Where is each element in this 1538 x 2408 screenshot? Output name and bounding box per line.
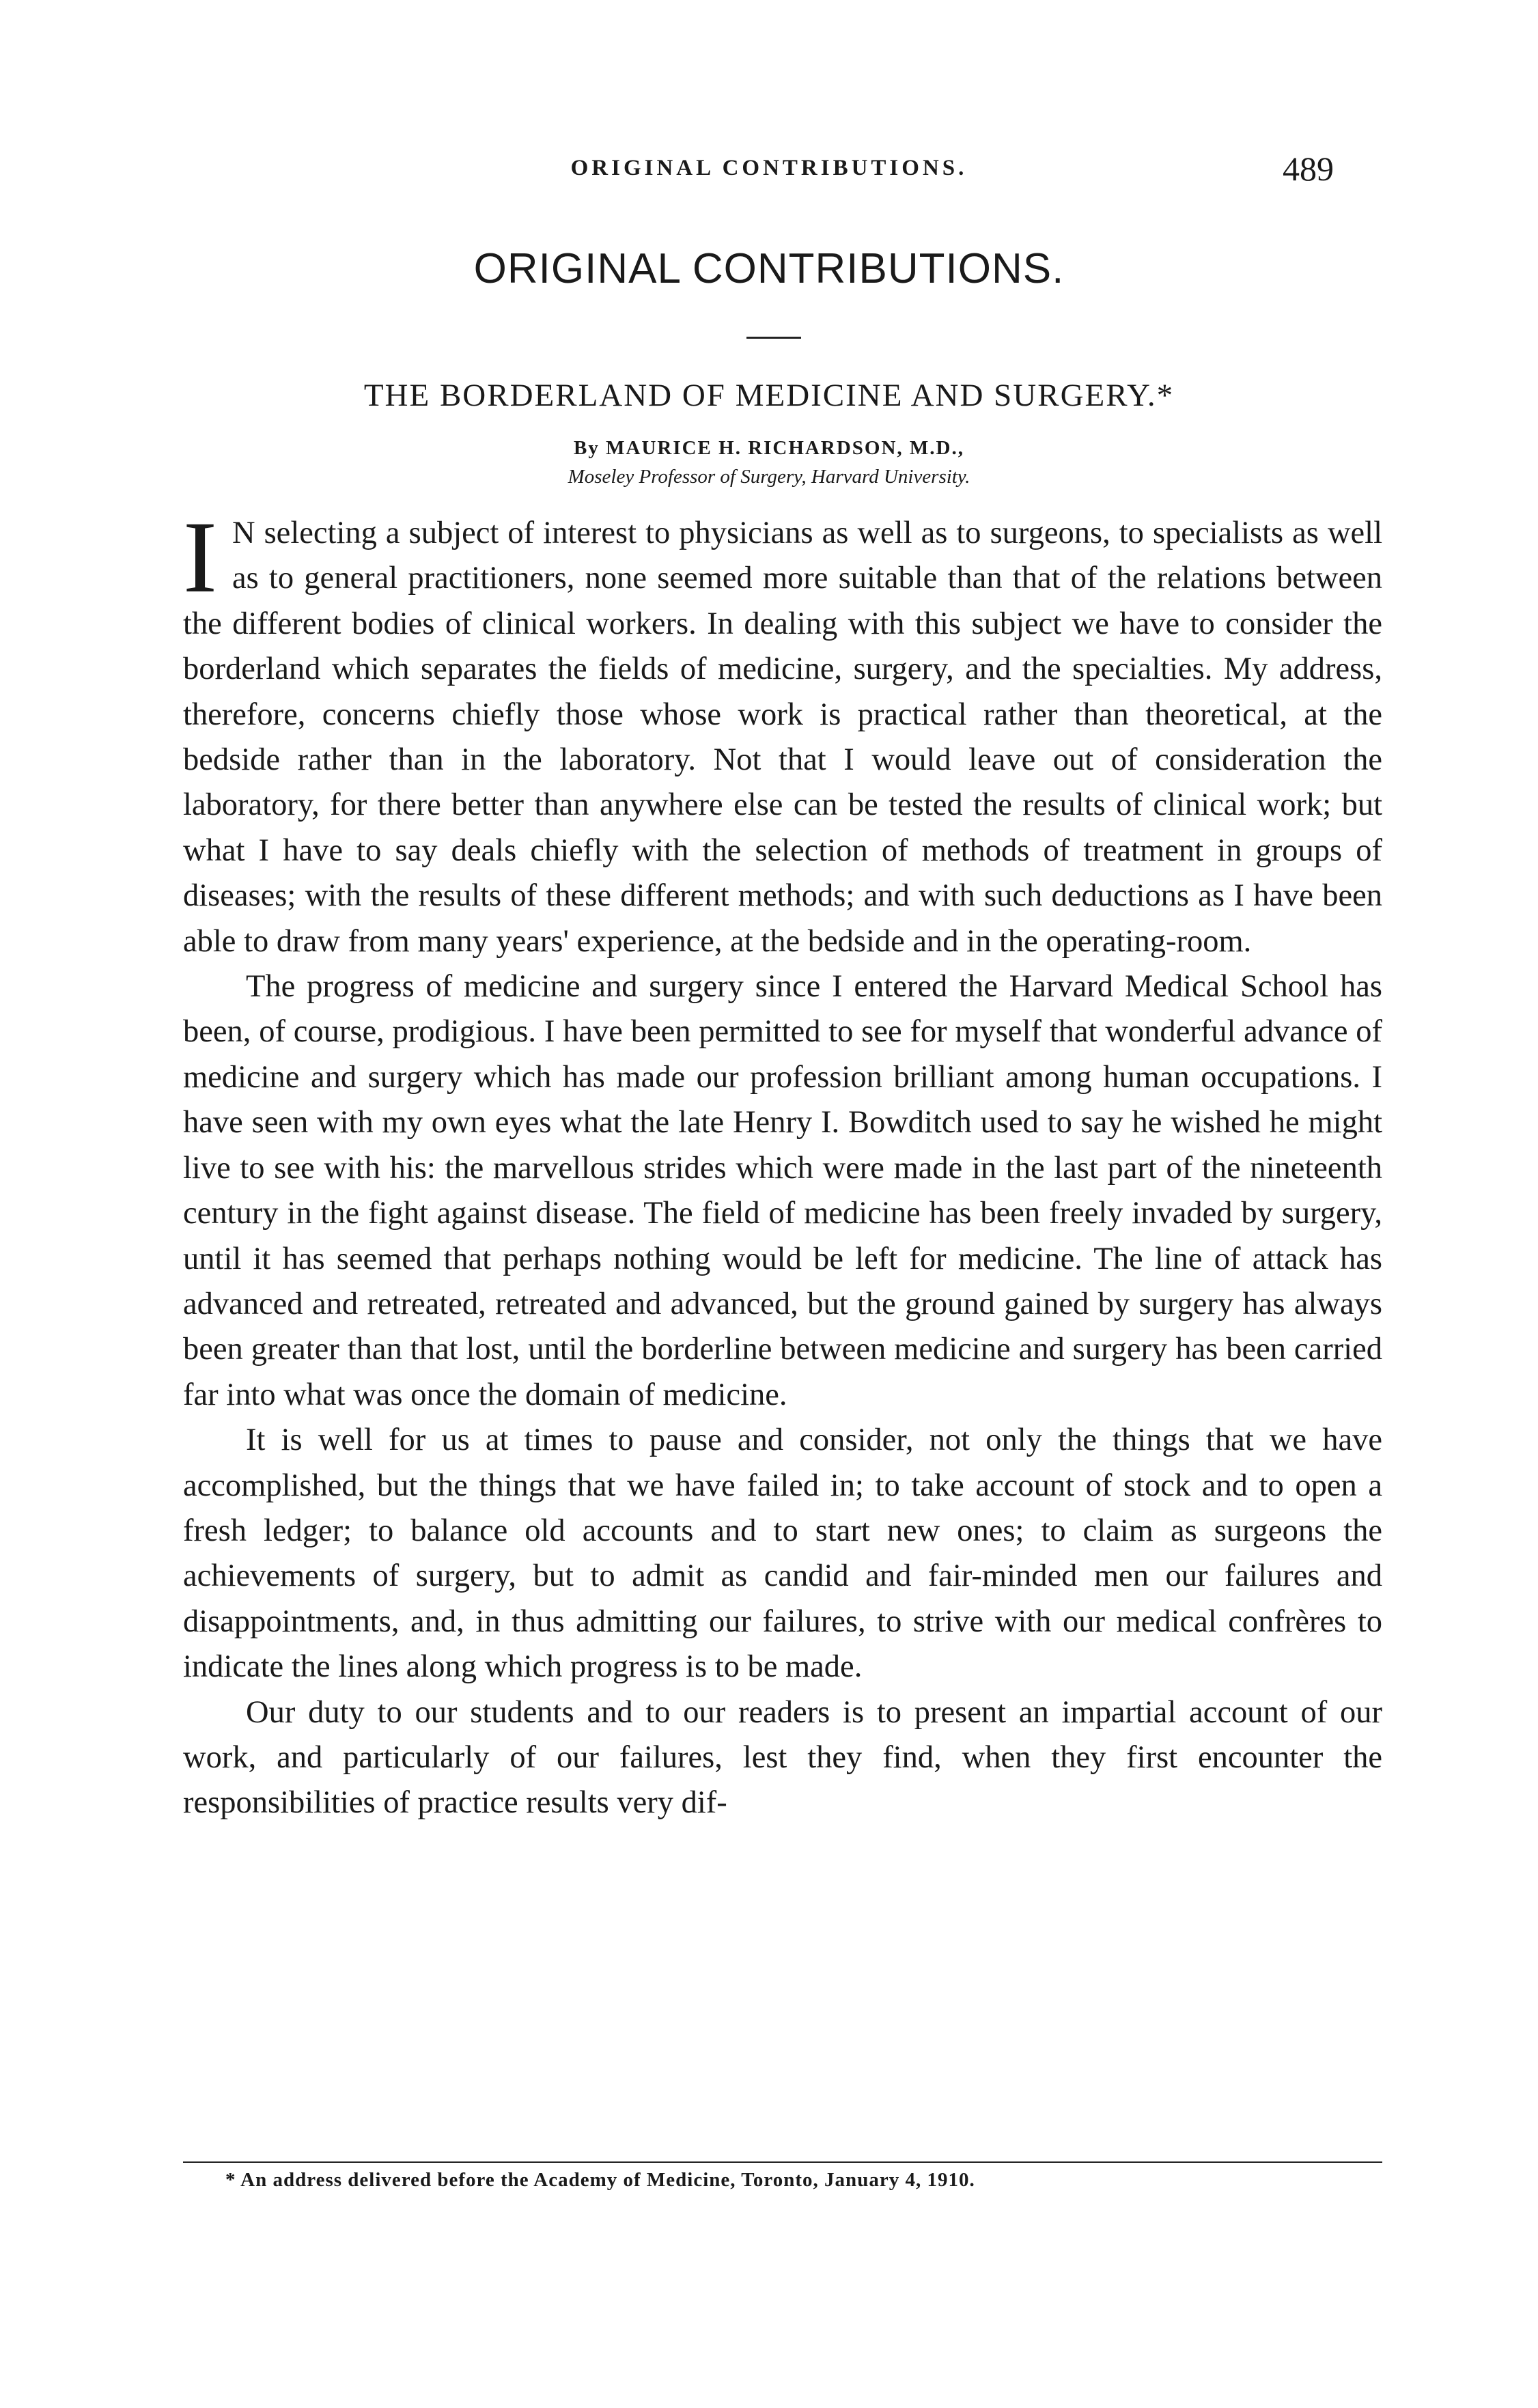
author-byline: By MAURICE H. RICHARDSON, M.D.,: [574, 437, 964, 459]
paragraph-3: It is well for us at times to pause and consider, not only the things that we have accomplished, but the things that we have failed in; to take account of stock and to open a fresh ledger; to balance old accounts and to start new ones; to claim as surgeons the achievements of surgery, but to admit as candid and fair-minded men our failures and disappointments, and, in thus admitting our failures, to strive with our medical confrères to indicate the lines along which progress is to be made.: [183, 1423, 1382, 1685]
drop-cap: I: [183, 501, 217, 614]
title-divider: [746, 337, 801, 339]
running-head: ORIGINAL CONTRIBUTIONS.: [570, 156, 968, 180]
paragraph-4: Our duty to our students and to our readers is to present an impartial account of our work, and particularly of our failures, lest they find, when they first encounter the responsibilities of practice results very dif-: [183, 1694, 1382, 1821]
footnote: * An address delivered before the Academy of Medicine, Toronto, January 4, 1910.: [225, 2169, 975, 2191]
article-title: THE BORDERLAND OF MEDICINE AND SURGERY.*: [363, 378, 1175, 413]
paragraph-1: [183, 501, 1382, 964]
article-body: [183, 501, 1382, 1826]
paragraph-1-text: N selecting a subject of interest to physicians as well as to surgeons, to specialists as well as to general practitioners, none seemed more suitable than that of the relations between the different bodies of clinical workers. In dealing with this subject we have to consider the borderland which separates the fields of medicine, surgery, and the specialties. My address, therefore, concerns chiefly those whose work is practical rather than theoretical, at the bedside rather than in the laboratory. Not that I would leave out of consideration the laboratory, for there better than anywhere else can be tested the results of clinical work; but what I have to say deals chiefly with the selection of methods of treatment in groups of diseases; with the results of these different methods; and with such deductions as I have been able to draw from many years' experience, at the bedside and in the operating-room.: [183, 516, 1382, 959]
author-affiliation: Moseley Professor of Surgery, Harvard University.: [568, 466, 970, 488]
paragraph-2: The progress of medicine and surgery since I entered the Harvard Medical School has been, of course, prodigious. I have been permitted to see for myself that wonderful advance of medicine and surgery which has made our profession brilliant among human occupations. I have seen with my own eyes what the late Henry I. Bowditch used to say he wished he might live to see with his: the marvellous strides which were made in the last part of the nineteenth century in the fight against disease. The field of medicine has been freely invaded by surgery, until it has seemed that perhaps nothing would be left for medicine. The line of attack has advanced and retreated, retreated and advanced, but the ground gained by surgery has always been greater than that lost, until the borderline between medicine and surgery has been carried far into what was once the domain of medicine.: [183, 969, 1382, 1412]
page-number: 489: [1283, 150, 1334, 188]
section-title: ORIGINAL CONTRIBUTIONS.: [473, 245, 1065, 292]
footnote-divider: [183, 2161, 1382, 2163]
